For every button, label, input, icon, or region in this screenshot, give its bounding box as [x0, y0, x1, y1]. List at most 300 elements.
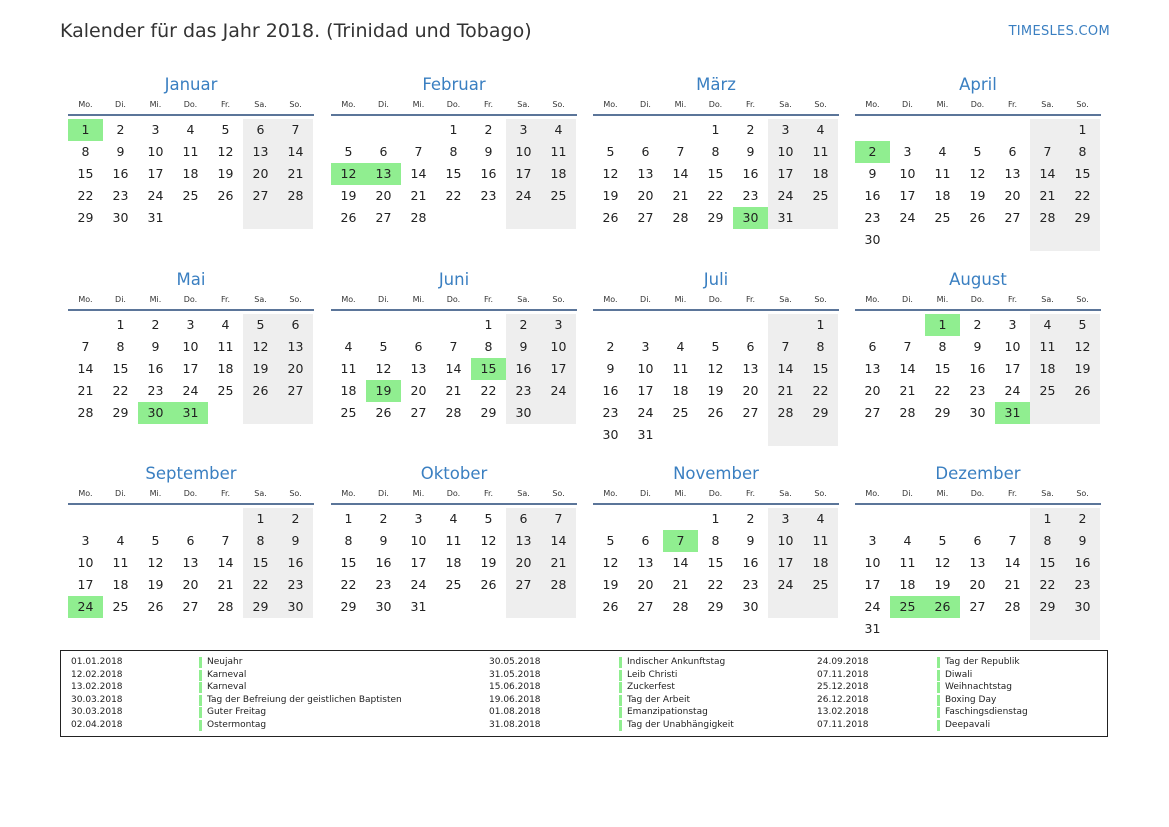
day-cell: 3 [81, 533, 90, 548]
empty-day-cell [855, 314, 890, 336]
empty-day-cell [698, 314, 733, 336]
month-name: September [145, 464, 237, 483]
brand-link[interactable]: TIMESLES.COM [1008, 24, 1110, 39]
empty-day-cell [925, 229, 960, 251]
day-cell: 22 [77, 188, 94, 203]
day-cell: 31 [768, 207, 803, 229]
day-cell: 26 [480, 577, 497, 592]
day-cell: 23 [969, 383, 986, 398]
weekday-label: Do. [183, 100, 198, 109]
day-cell: 5 [606, 533, 615, 548]
weekday-label: So. [552, 100, 565, 109]
weekday-label: Mo. [78, 295, 93, 304]
day-grid [855, 314, 1101, 424]
day-cell: 17 [637, 383, 654, 398]
day-cell: 13 [410, 361, 427, 376]
legend-name: Leib Christi [627, 669, 678, 680]
day-cell: 28 [445, 405, 462, 420]
day-cell: 5 [606, 144, 615, 159]
holiday-color-marker [619, 682, 622, 693]
day-cell: 15 [1030, 552, 1065, 574]
day-cell: 1 [344, 511, 353, 526]
day-cell: 4 [803, 508, 838, 530]
legend-item [817, 694, 1028, 707]
day-cell: 11 [899, 555, 916, 570]
legend-item [489, 706, 734, 719]
day-cell: 15 [1065, 163, 1100, 185]
day-cell: 9 [506, 336, 541, 358]
holiday-day-cell: 1 [925, 314, 960, 336]
day-cell: 21 [217, 577, 234, 592]
day-cell: 9 [746, 144, 755, 159]
day-cell: 12 [969, 166, 986, 181]
legend-date: 01.08.2018 [489, 707, 541, 718]
day-cell: 5 [221, 122, 230, 137]
legend-name: Karneval [207, 669, 247, 680]
weekday-label: Mi. [936, 489, 949, 498]
day-cell: 4 [344, 339, 353, 354]
day-cell: 16 [864, 188, 881, 203]
weekday-header [331, 97, 577, 113]
day-cell: 27 [243, 185, 278, 207]
legend-date: 01.01.2018 [71, 657, 123, 667]
day-cell: 12 [217, 144, 234, 159]
day-cell: 13 [742, 361, 759, 376]
day-cell: 4 [938, 144, 947, 159]
day-cell: 5 [151, 533, 160, 548]
day-cell: 3 [541, 314, 576, 336]
day-cell: 20 [969, 577, 986, 592]
empty-day-cell [593, 119, 628, 141]
day-cell: 15 [77, 166, 94, 181]
day-cell: 10 [768, 141, 803, 163]
day-cell: 11 [445, 533, 462, 548]
day-cell: 11 [934, 166, 951, 181]
holiday-color-marker [199, 695, 202, 706]
day-cell: 16 [375, 555, 392, 570]
day-cell: 1 [711, 511, 720, 526]
day-cell: 5 [711, 339, 720, 354]
day-cell: 7 [221, 533, 230, 548]
day-cell: 1 [711, 122, 720, 137]
day-cell: 14 [445, 361, 462, 376]
weekday-label: Mo. [865, 295, 880, 304]
day-cell: 25 [1030, 380, 1065, 402]
day-cell: 20 [410, 383, 427, 398]
legend-name: Emanzipationstag [627, 707, 708, 718]
legend-date: 31.08.2018 [489, 719, 541, 730]
weekday-label: Mi. [149, 489, 162, 498]
weekday-label: Fr. [220, 100, 231, 109]
day-cell: 23 [147, 383, 164, 398]
legend-name: Tag der Befreiung der geistlichen Baptisten [207, 694, 402, 705]
day-cell: 4 [449, 511, 458, 526]
empty-day-cell [471, 596, 506, 618]
empty-day-cell [768, 596, 803, 618]
day-cell: 5 [973, 144, 982, 159]
day-cell: 23 [278, 574, 313, 596]
day-cell: 18 [340, 383, 357, 398]
day-cell: 11 [1030, 336, 1065, 358]
legend-item [817, 656, 1028, 669]
day-cell: 13 [278, 336, 313, 358]
day-cell: 12 [707, 361, 724, 376]
day-cell: 26 [375, 405, 392, 420]
weekday-label: Mi. [936, 295, 949, 304]
legend-item [817, 681, 1028, 694]
weekday-label: Fr. [483, 489, 494, 498]
empty-day-cell [960, 618, 995, 640]
holiday-color-marker [937, 657, 940, 668]
empty-day-cell [855, 119, 890, 141]
month-name: Dezember [935, 464, 1021, 483]
empty-day-cell [541, 596, 576, 618]
day-cell: 13 [1004, 166, 1021, 181]
day-cell: 4 [221, 317, 230, 332]
weekday-label: So. [552, 295, 565, 304]
day-cell: 30 [969, 405, 986, 420]
holiday-day-cell: 24 [68, 596, 103, 618]
holiday-color-marker [937, 682, 940, 693]
day-grid [593, 314, 839, 446]
day-cell: 10 [506, 141, 541, 163]
month-juni [331, 269, 577, 424]
day-cell: 9 [746, 533, 755, 548]
day-cell: 21 [899, 383, 916, 398]
day-cell: 25 [112, 599, 129, 614]
weekday-label: So. [1076, 489, 1089, 498]
empty-day-cell [995, 119, 1030, 141]
empty-day-cell [890, 119, 925, 141]
day-cell: 16 [147, 361, 164, 376]
day-cell: 21 [77, 383, 94, 398]
day-cell: 9 [379, 533, 388, 548]
weekday-label: Sa. [254, 100, 267, 109]
weekday-label: So. [552, 489, 565, 498]
month-dezember [855, 463, 1101, 640]
legend-date: 19.06.2018 [489, 694, 541, 705]
month-name: November [673, 464, 759, 483]
day-cell: 29 [77, 210, 94, 225]
day-cell: 3 [868, 533, 877, 548]
day-cell: 14 [217, 555, 234, 570]
day-cell: 14 [672, 555, 689, 570]
month-name: August [949, 270, 1007, 289]
weekday-label: Di. [115, 100, 126, 109]
weekday-label: Sa. [517, 100, 530, 109]
day-cell: 9 [278, 530, 313, 552]
day-cell: 21 [410, 188, 427, 203]
weekday-label: Do. [446, 295, 461, 304]
day-cell: 25 [340, 405, 357, 420]
day-cell: 13 [506, 530, 541, 552]
weekday-label: Di. [902, 489, 913, 498]
weekday-label: So. [814, 489, 827, 498]
day-cell: 15 [340, 555, 357, 570]
weekday-label: Mo. [341, 489, 356, 498]
empty-day-cell [366, 314, 401, 336]
month-november [593, 463, 839, 618]
weekday-header [331, 292, 577, 308]
day-cell: 16 [278, 552, 313, 574]
day-cell: 18 [217, 361, 234, 376]
weekday-label: Mo. [341, 100, 356, 109]
day-cell: 11 [217, 339, 234, 354]
day-cell: 6 [746, 339, 755, 354]
day-cell: 28 [1030, 207, 1065, 229]
weekday-label: Mo. [603, 489, 618, 498]
day-cell: 2 [116, 122, 125, 137]
header-divider [68, 309, 314, 311]
weekday-label: Fr. [745, 489, 756, 498]
day-cell: 18 [934, 188, 951, 203]
day-cell: 14 [278, 141, 313, 163]
day-cell: 2 [379, 511, 388, 526]
weekday-label: Sa. [254, 295, 267, 304]
day-cell: 5 [379, 339, 388, 354]
weekday-label: Do. [970, 100, 985, 109]
day-cell: 5 [938, 533, 947, 548]
empty-day-cell [1065, 402, 1100, 424]
legend-name: Ostermontag [207, 719, 267, 730]
day-cell: 20 [506, 552, 541, 574]
weekday-label: Do. [183, 489, 198, 498]
day-cell: 27 [864, 405, 881, 420]
weekday-label: Do. [183, 295, 198, 304]
day-cell: 26 [602, 599, 619, 614]
day-cell: 29 [340, 599, 357, 614]
day-cell: 23 [506, 380, 541, 402]
day-cell: 5 [484, 511, 493, 526]
day-cell: 30 [278, 596, 313, 618]
day-cell: 12 [243, 336, 278, 358]
day-cell: 26 [243, 380, 278, 402]
day-cell: 19 [707, 383, 724, 398]
empty-day-cell [663, 508, 698, 530]
day-cell: 4 [541, 119, 576, 141]
empty-day-cell [890, 314, 925, 336]
empty-day-cell [208, 508, 243, 530]
day-cell: 6 [868, 339, 877, 354]
day-cell: 26 [147, 599, 164, 614]
legend-item [71, 694, 402, 707]
empty-day-cell [1030, 229, 1065, 251]
day-cell: 27 [637, 210, 654, 225]
day-cell: 29 [243, 596, 278, 618]
day-cell: 19 [217, 166, 234, 181]
holiday-color-marker [619, 695, 622, 706]
legend-name: Boxing Day [945, 694, 997, 705]
weekday-header [68, 97, 314, 113]
holiday-day-cell: 19 [366, 380, 401, 402]
holiday-color-marker [199, 682, 202, 693]
day-cell: 14 [899, 361, 916, 376]
page-title: Kalender für das Jahr 2018. (Trinidad und Tobago) [60, 20, 532, 42]
empty-day-cell [733, 314, 768, 336]
day-cell: 16 [602, 383, 619, 398]
weekday-label: Mi. [674, 295, 687, 304]
holiday-day-cell: 25 [890, 596, 925, 618]
empty-day-cell [331, 314, 366, 336]
day-cell: 10 [541, 336, 576, 358]
day-cell: 7 [903, 339, 912, 354]
day-cell: 18 [541, 163, 576, 185]
day-cell: 21 [672, 577, 689, 592]
weekday-label: Mo. [603, 295, 618, 304]
weekday-label: Di. [902, 100, 913, 109]
day-cell: 8 [1030, 530, 1065, 552]
day-cell: 2 [151, 317, 160, 332]
legend-date: 07.11.2018 [817, 669, 869, 680]
day-cell: 28 [672, 599, 689, 614]
day-cell: 24 [506, 185, 541, 207]
day-cell: 13 [637, 166, 654, 181]
day-cell: 7 [81, 339, 90, 354]
day-cell: 20 [742, 383, 759, 398]
weekday-label: So. [1076, 100, 1089, 109]
day-cell: 11 [672, 361, 689, 376]
day-cell: 19 [480, 555, 497, 570]
legend-item [817, 719, 1028, 732]
holiday-day-cell: 30 [138, 402, 173, 424]
day-cell: 3 [414, 511, 423, 526]
empty-day-cell [436, 207, 471, 229]
empty-day-cell [768, 424, 803, 446]
month-name: Februar [422, 75, 486, 94]
month-februar [331, 74, 577, 229]
day-cell: 28 [672, 210, 689, 225]
day-cell: 29 [480, 405, 497, 420]
legend-item [489, 719, 734, 732]
weekday-header [593, 97, 839, 113]
weekday-label: Mo. [78, 489, 93, 498]
day-cell: 19 [147, 577, 164, 592]
day-cell: 7 [449, 339, 458, 354]
day-cell: 20 [375, 188, 392, 203]
day-cell: 17 [506, 163, 541, 185]
day-cell: 24 [147, 188, 164, 203]
month-name: März [696, 75, 736, 94]
day-cell: 19 [1065, 358, 1100, 380]
day-cell: 15 [243, 552, 278, 574]
weekday-label: Fr. [220, 489, 231, 498]
legend-date: 31.05.2018 [489, 669, 541, 680]
weekday-header [855, 486, 1101, 502]
day-cell: 24 [637, 405, 654, 420]
day-cell: 15 [707, 166, 724, 181]
empty-day-cell [803, 596, 838, 618]
day-cell: 25 [803, 185, 838, 207]
day-cell: 19 [340, 188, 357, 203]
day-cell: 28 [1004, 599, 1021, 614]
legend-name: Diwali [945, 669, 973, 680]
holiday-legend [60, 650, 1108, 737]
legend-date: 07.11.2018 [817, 719, 869, 730]
day-cell: 30 [375, 599, 392, 614]
day-cell: 7 [414, 144, 423, 159]
empty-day-cell [436, 314, 471, 336]
legend-date: 02.04.2018 [71, 719, 123, 730]
day-cell: 10 [768, 530, 803, 552]
weekday-label: Do. [708, 489, 723, 498]
day-cell: 19 [602, 188, 619, 203]
day-cell: 22 [243, 574, 278, 596]
day-cell: 10 [1004, 339, 1021, 354]
holiday-day-cell: 31 [173, 402, 208, 424]
empty-day-cell [995, 618, 1030, 640]
day-cell: 25 [182, 188, 199, 203]
empty-day-cell [1030, 618, 1065, 640]
day-cell: 17 [768, 163, 803, 185]
day-cell: 18 [672, 383, 689, 398]
day-cell: 20 [243, 163, 278, 185]
weekday-label: Fr. [745, 295, 756, 304]
day-grid [855, 508, 1101, 640]
empty-day-cell [960, 229, 995, 251]
day-cell: 3 [151, 122, 160, 137]
legend-item [71, 706, 402, 719]
month-august [855, 269, 1101, 424]
header-divider [331, 503, 577, 505]
day-cell: 14 [672, 166, 689, 181]
legend-date: 30.05.2018 [489, 657, 541, 667]
day-cell: 20 [864, 383, 881, 398]
empty-day-cell [331, 119, 366, 141]
day-cell: 25 [803, 574, 838, 596]
holiday-color-marker [937, 695, 940, 706]
holiday-day-cell: 1 [68, 119, 103, 141]
legend-date: 12.02.2018 [71, 669, 123, 680]
holiday-color-marker [619, 657, 622, 668]
weekday-label: Mi. [674, 489, 687, 498]
weekday-label: So. [814, 295, 827, 304]
day-cell: 15 [803, 358, 838, 380]
day-cell: 4 [116, 533, 125, 548]
day-cell: 4 [676, 339, 685, 354]
weekday-label: Fr. [745, 100, 756, 109]
day-cell: 22 [1065, 185, 1100, 207]
empty-day-cell [436, 596, 471, 618]
legend-item [817, 706, 1028, 719]
month-januar [68, 74, 314, 229]
day-cell: 27 [410, 405, 427, 420]
day-cell: 28 [410, 210, 427, 225]
day-cell: 13 [182, 555, 199, 570]
legend-name: Karneval [207, 682, 247, 693]
header-divider [331, 114, 577, 116]
weekday-label: Fr. [1007, 100, 1018, 109]
weekday-label: Mo. [603, 100, 618, 109]
day-cell: 17 [147, 166, 164, 181]
day-cell: 8 [711, 144, 720, 159]
empty-day-cell [995, 229, 1030, 251]
empty-day-cell [366, 119, 401, 141]
day-cell: 4 [803, 119, 838, 141]
legend-item [71, 669, 402, 682]
day-cell: 27 [742, 405, 759, 420]
day-cell: 12 [147, 555, 164, 570]
empty-day-cell [401, 314, 436, 336]
empty-day-cell [890, 508, 925, 530]
header-divider [855, 503, 1101, 505]
day-cell: 17 [541, 358, 576, 380]
day-cell: 27 [637, 599, 654, 614]
day-cell: 8 [484, 339, 493, 354]
day-cell: 31 [864, 621, 881, 636]
header-divider [855, 309, 1101, 311]
day-cell: 24 [410, 577, 427, 592]
legend-item [817, 669, 1028, 682]
